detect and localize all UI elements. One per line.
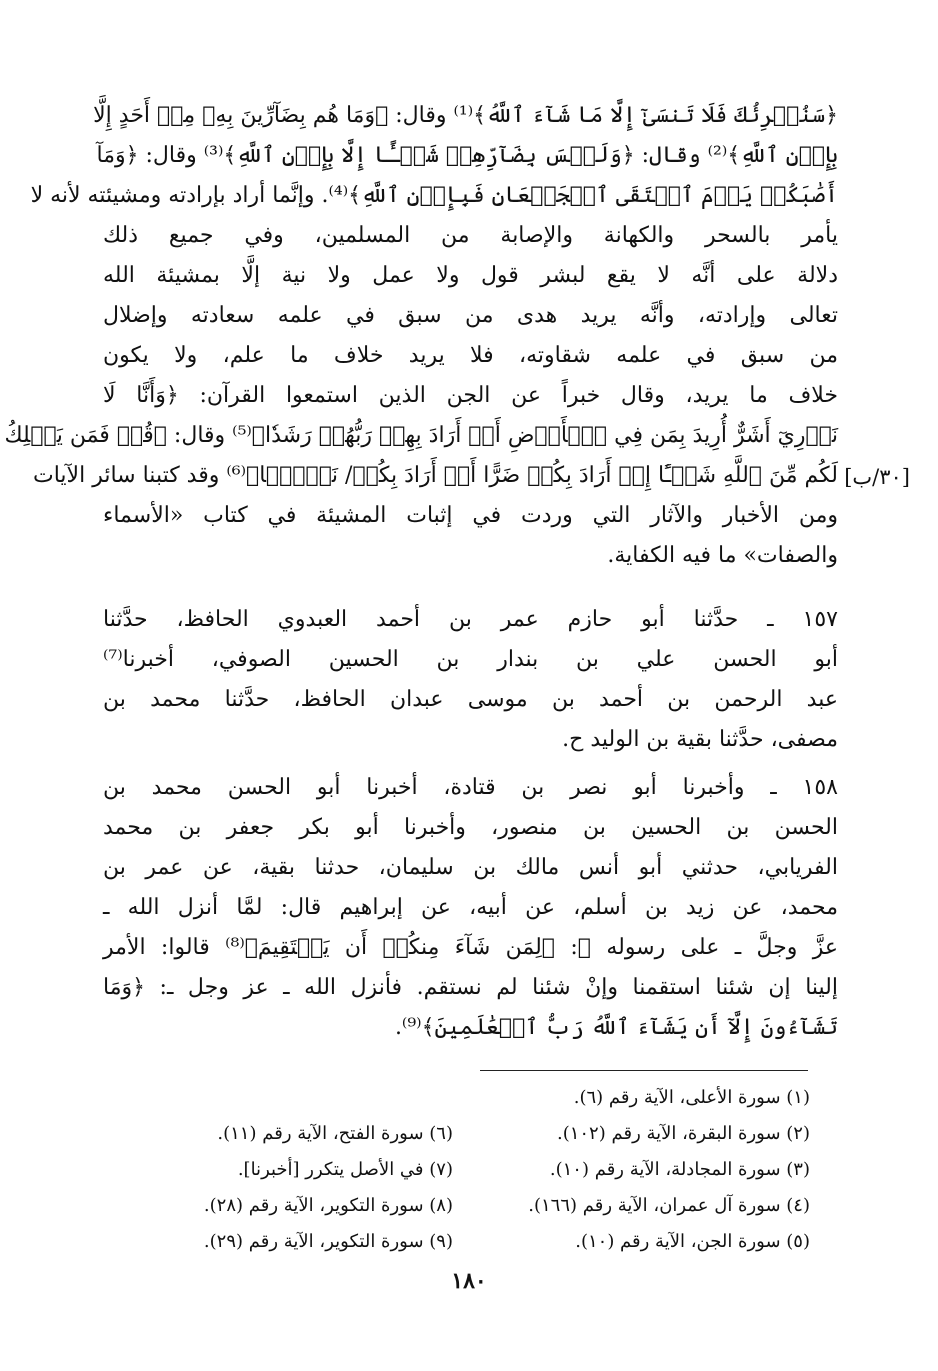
footnote: (٤) سورة آل عمران، الآية رقم (١٦٦).: [528, 1195, 810, 1216]
text-line: تَشَآءُونَ إِلَّآ أَن يَشَآءَ ٱللَّهُ رَبُّ ٱلۡعَٰلَمِينَ﴾⁽⁹⁾.: [394, 1015, 838, 1040]
text-line: أَصَٰبَكُمۡ يَوۡمَ ٱلۡتَقَى ٱلۡجَمۡعَانِ فَبِإِذۡنِ ٱللَّهِ﴾⁽⁴⁾. وإنَّما أراد بإرادته ومشيئته لأنه لا: [30, 183, 838, 208]
text-line: ﴿سَنُقۡرِئُكَ فَلَا تَنسَىٰٓ إِلَّا مَا شَآءَ ٱللَّهُ﴾⁽¹⁾ وقال: ﴿وَمَا هُم بِضَآرِّينَ بِهِۦ مِنۡ أَحَدٍ إِلَّا: [93, 103, 838, 128]
text-line: الفريابي، حدثني أبو أنس مالك بن سليمان، حدثنا بقية، عن عمر بن: [103, 855, 838, 880]
footnote: (٧) في الأصل يتكرر [أخبرنا].: [237, 1159, 453, 1180]
footnotes-column-right: [480, 1080, 810, 1260]
footnote: (١) سورة الأعلى، الآية رقم (٦).: [573, 1087, 810, 1108]
footnotes-column-left: [123, 1116, 453, 1260]
text-line: محمد، عن زيد بن أسلم، عن أبيه، عن إبراهيم قال: لمَّا أنزل الله ـ: [103, 895, 838, 920]
footnote: (٨) سورة التكوير، الآية رقم (٢٨).: [203, 1195, 453, 1216]
paragraph-commentary: [4, 96, 838, 576]
footnote: (٢) سورة البقرة، الآية رقم (١٠٢).: [556, 1123, 810, 1144]
text-line: نَدۡرِيٓ أَشَرٌّ أُرِيدَ بِمَن فِي ٱلۡأَرۡضِ أَمۡ أَرَادَ بِهِمۡ رَبُّهُمۡ رَشَدٗا﴾⁽⁵⁾ وقال: ﴿قُلۡ فَمَن يَمۡلِكُ: [4, 423, 838, 448]
text-line: دلالة على أنَّه لا يقع لبشر قول ولا عمل ولا نية إلَّا بمشيئة الله: [103, 263, 838, 288]
page-number: ١٨٠: [451, 1268, 487, 1294]
paragraph-hadith-157: [103, 600, 838, 760]
text-line: مصفى، حدَّثنا بقية بن الوليد ح.: [562, 727, 838, 752]
paragraph-hadith-158: [103, 768, 838, 1048]
text-line: والصفات» ما فيه الكفاية.: [607, 543, 838, 568]
text-line: الحسن بن الحسين بن منصور، وأخبرنا أبو بكر جعفر بن محمد: [103, 815, 838, 840]
text-line: تعالى وإرادته، وأنَّه يريد هدى من سبق في علمه سعادته وإضلال: [103, 303, 838, 328]
text-line: من سبق في علمه شقاوته، فلا يريد خلاف ما علم، ولا يكون: [103, 343, 838, 368]
footnote: (٣) سورة المجادلة، الآية رقم (١٠).: [549, 1159, 810, 1180]
text-line: عبد الرحمن بن أحمد بن موسى عبدان الحافظ، حدَّثنا محمد بن: [103, 687, 838, 712]
text-line: بِإِذۡنِ ٱللَّهِ﴾⁽²⁾ وقال: ﴿وَلَيۡسَ بِضَآرِّهِمۡ شَيۡـًٔا إِلَّا بِإِذۡنِ ٱللَّهِ﴾⁽³⁾ وقال: ﴿وَمَآ: [96, 143, 838, 168]
text-line: عزَّ وجلَّ ـ على رسوله ﷺ: ﴿لِمَن شَآءَ مِنكُمۡ أَن يَسۡتَقِيمَ﴾⁽⁸⁾ قالوا: الأمر: [103, 935, 838, 960]
text-line: ١٥٧ ـ حدَّثنا أبو حازم عمر بن أحمد العبدوي الحافظ، حدَّثنا: [103, 607, 838, 632]
text-line: ١٥٨ ـ وأخبرنا أبو نصر بن قتادة، أخبرنا أبو الحسن محمد بن: [103, 775, 838, 800]
text-line: خلاف ما يريد، وقال خبراً عن الجن الذين استمعوا القرآن: ﴿وَأَنَّا لَا: [103, 383, 838, 408]
manuscript-folio-marker: [٣٠/ب]: [844, 465, 910, 489]
footnote: (٦) سورة الفتح، الآية رقم (١١).: [217, 1123, 453, 1144]
text-line: أبو الحسن علي بن بندار بن الحسين الصوفي، أخبرنا⁽⁷⁾: [103, 647, 838, 672]
text-line: لَكُم مِّنَ ٱللَّهِ شَيۡـًٔا إِنۡ أَرَادَ بِكُمۡ ضَرًّا أَوۡ أَرَادَ بِكُمۡ/ نَفۡعَۢا﴾⁽⁶⁾ وقد كتبنا سائر الآيات: [33, 463, 838, 488]
text-line: إلينا إن شئنا استقمنا وإنْ شئنا لم نستقم. فأنزل الله ـ عز وجل ـ: ﴿وَمَا: [103, 975, 838, 1000]
footnote: (٥) سورة الجن، الآية رقم (١٠).: [575, 1231, 810, 1252]
footnote-separator: [480, 1070, 808, 1071]
footnote: (٩) سورة التكوير، الآية رقم (٢٩).: [203, 1231, 453, 1252]
text-line: يأمر بالسحر والكهانة والإصابة من المسلمين، وفي جميع ذلك: [103, 223, 838, 248]
text-line: ومن الأخبار والآثار التي وردت في إثبات المشيئة في كتاب «الأسماء: [103, 503, 838, 528]
